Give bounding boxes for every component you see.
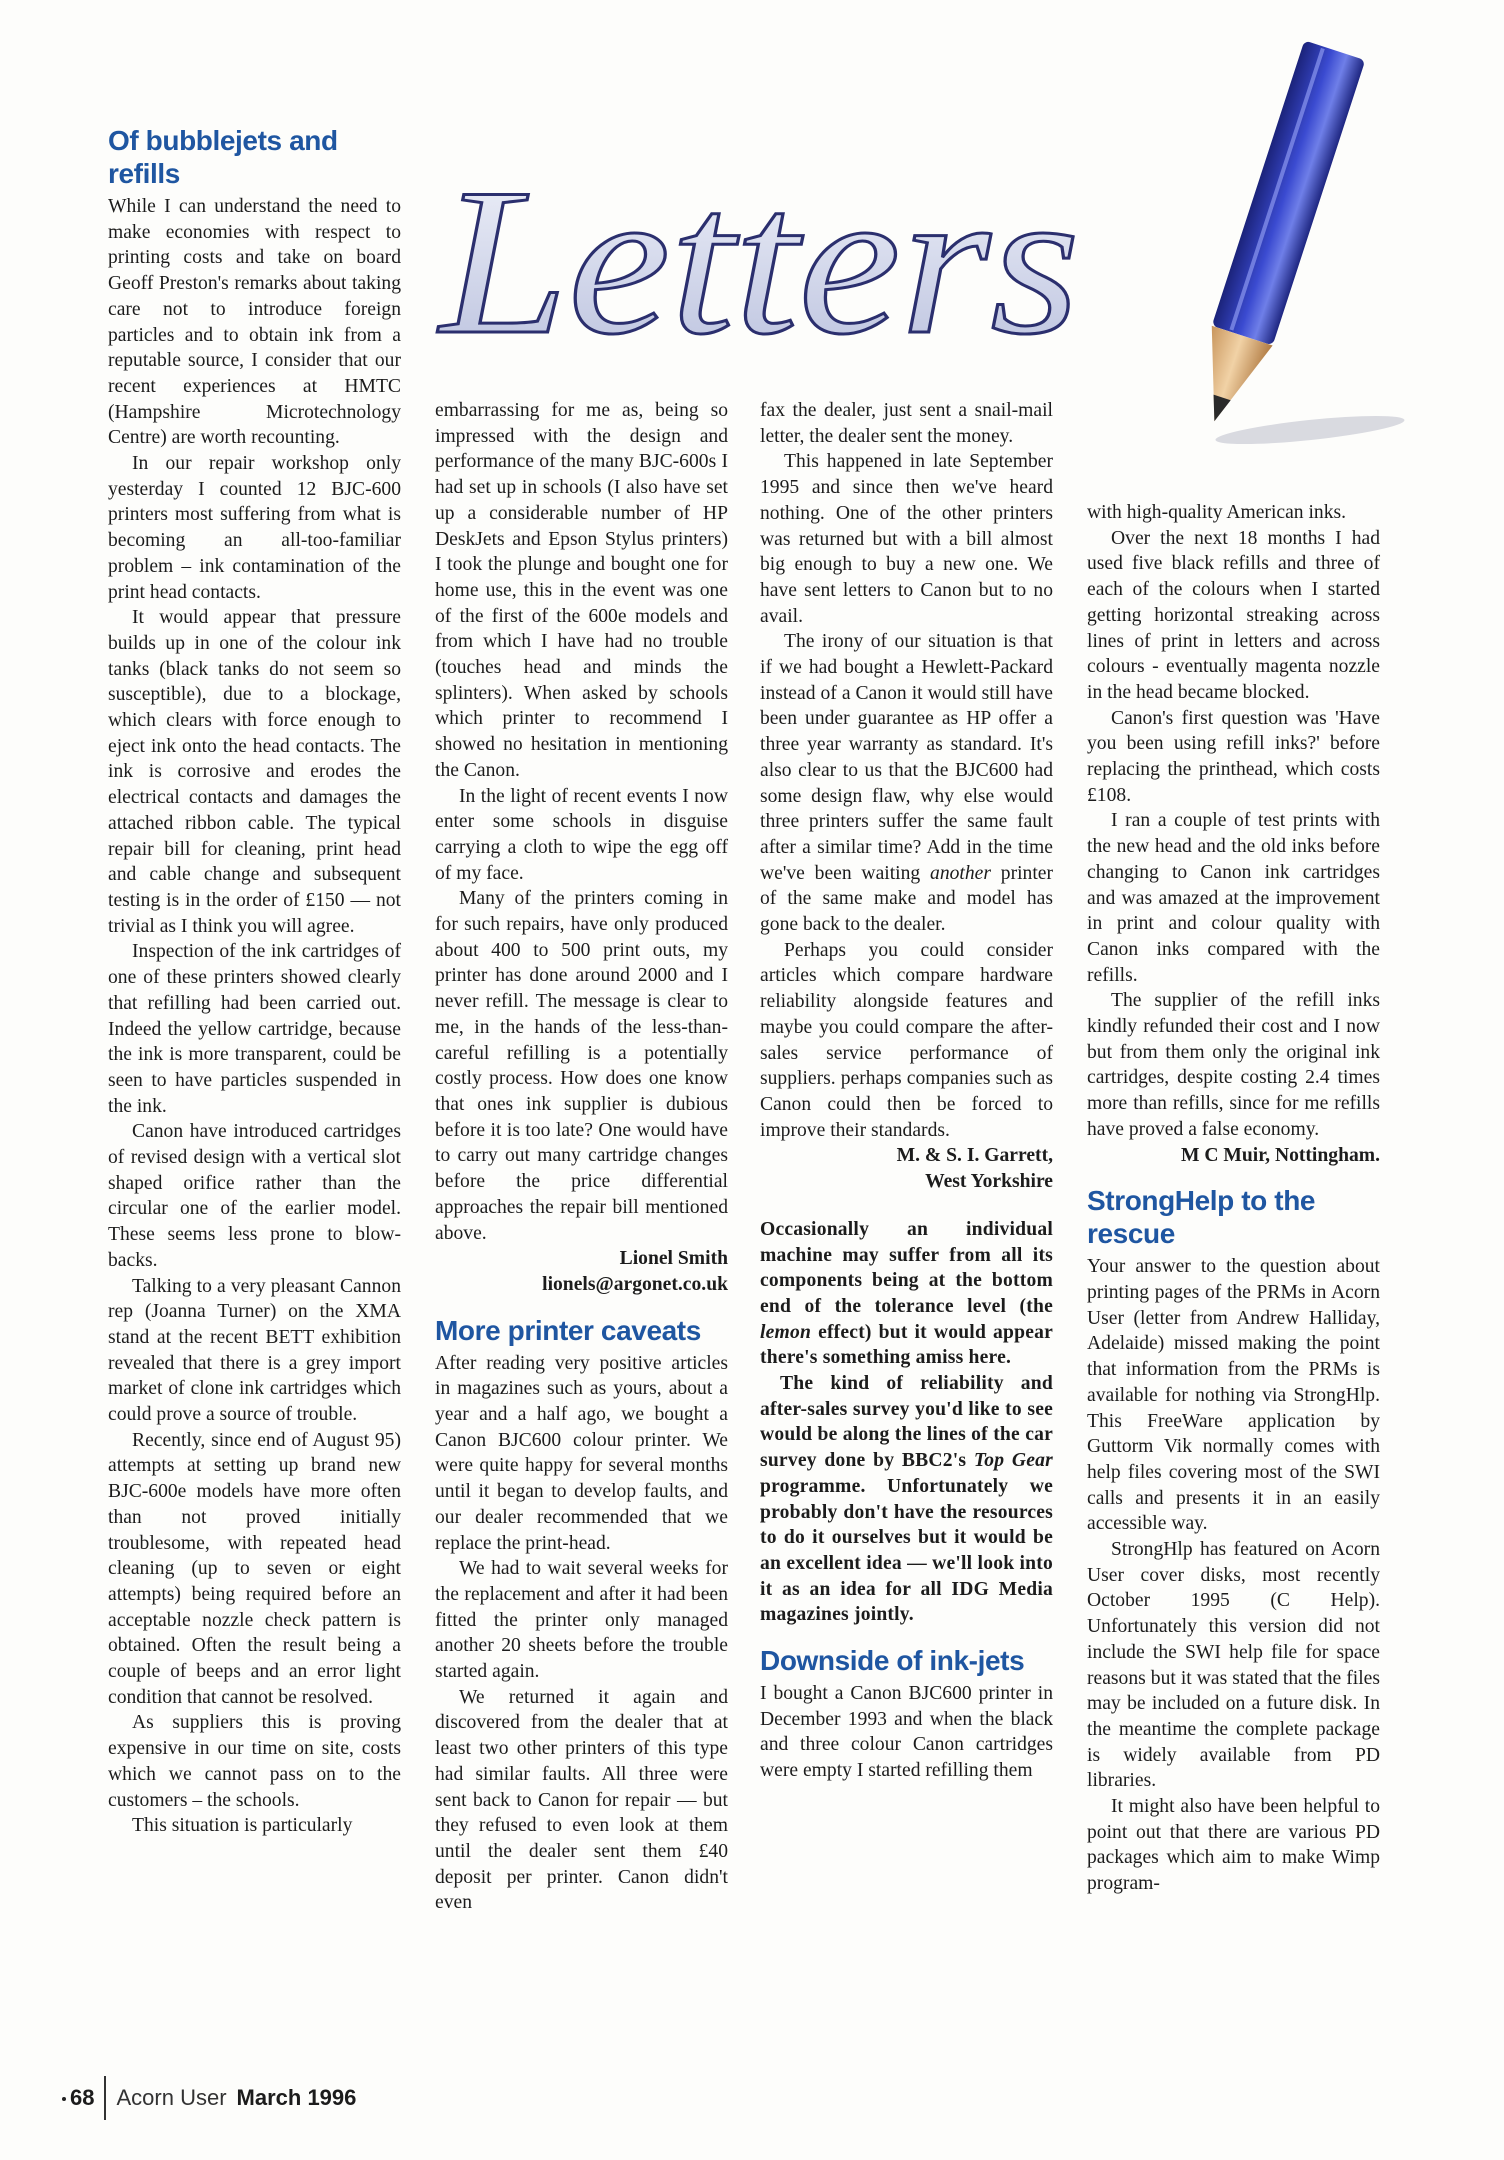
- signature-place: West Yorkshire: [925, 1171, 1053, 1193]
- paragraph: I ran a couple of test prints with the new head and the old inks before changing to Canon ink cartridges and was amazed at the improvement in print and colour quality with Canon inks compared with the refills.: [1087, 810, 1380, 986]
- signature-garrett: [760, 1143, 1053, 1194]
- column-2: [435, 398, 728, 1916]
- editor-reply: [760, 1371, 1053, 1628]
- heading-downside-inkjets: Downside of ink-jets: [760, 1645, 1025, 1677]
- signature-email: lionels@argonet.co.uk: [542, 1273, 728, 1295]
- pencil-illustration: [1120, 20, 1420, 480]
- paragraph: StrongHlp has featured on Acorn User cover disks, most recently October 1995 (C Help). Unfortunately this version did not include the SWI help file for space reasons but it was stated that the files may be included on a future disk. In the meantime the complete package is widely available from PD libraries.: [1087, 1539, 1380, 1792]
- editor-reply: [760, 1217, 1053, 1371]
- column-3: [760, 398, 1053, 1784]
- paragraph: with high-quality American inks.: [1087, 502, 1347, 523]
- signature-name: Lionel Smith: [619, 1248, 728, 1270]
- page-number: 68: [70, 2084, 95, 2110]
- text-run: programme. Unfortunately we probably don't have the resources to do it ourselves but it would be an excellent idea — we'll look into it as an idea for all IDG Media magazines jointly.: [760, 1475, 1053, 1626]
- italic-run: Top Gear: [973, 1450, 1053, 1472]
- column-1: [108, 124, 401, 1839]
- letters-title: [430, 150, 1090, 380]
- paragraph: Canon have introduced cartridges of revised design with a vertical slot shaped orifice rather than the circular one of the earlier model. These seems less prone to blow-backs.: [108, 1121, 401, 1271]
- text-run: The irony of our situation is that if we had bought a Hewlett-Packard instead of a Canon it would still have been under guarantee as HP offer a three year warranty as standard. It's also clear to us that the BJC600 had some design flaw, why else would three printers suffer the same fault after a similar time? Add in the time we've been waiting: [760, 631, 1053, 884]
- signature-name: M. & S. I. Garrett,: [896, 1145, 1053, 1167]
- paragraph: We returned it again and discovered from the dealer that at least two other printers of this type had similar faults. All three were sent back to Canon for repair — but they refused to even look at them until the dealer sent them £40 deposit per printer. Canon didn't even: [435, 1686, 728, 1914]
- paragraph: The supplier of the refill inks kindly refunded their cost and I now but from them only the original ink cartridges, despite costing 2.4 times more than refills, since for me refills have proved a false economy.: [1087, 990, 1380, 1140]
- paragraph: Many of the printers coming in for such repairs, have only produced about 400 to 500 print outs, my printer has done around 2000 and I never refill. The message is clear to me, in the hands of the less-than-careful refilling is a potentially costly process. How does one know that ones ink supplier is dubious before it is too late? One would have to carry out many cartridge changes before the price differential approaches the repair bill mentioned above.: [435, 888, 728, 1244]
- paragraph: Over the next 18 months I had used five black refills and three of each of the colours when I started getting horizontal streaking across lines of print in letters and across colours - eventually magenta nozzle in the head became blocked.: [1087, 527, 1380, 703]
- text-run: Occasionally an individual machine may suffer from all its components being at the bottom end of the tolerance level (the: [760, 1218, 1053, 1317]
- paragraph: It might also have been helpful to point out that there are various PD packages which aim to make Wimp program-: [1087, 1796, 1380, 1895]
- text-run: effect) but it would appear there's something amiss here.: [760, 1321, 1053, 1369]
- paragraph: embarrassing for me as, being so impressed with the design and performance of the many BJC-600s I had set up in schools (I also have set up a considerable number of HP DeskJets and Epson Stylus printers) I took the plunge and bought one for home use, this in the event was one of the first of the 600e models and from which I have had no trouble (touches head and minds the splinters). When asked by schools which printer to recommend I showed no hesitation in mentioning the Canon.: [435, 400, 728, 781]
- paragraph: This happened in late September 1995 and since then we've heard nothing. One of the other printers was returned but with a bill almost big enough to buy a new one. We have sent letters to Canon but to no avail.: [760, 451, 1053, 627]
- signature-muir: M C Muir, Nottingham.: [1180, 1144, 1380, 1166]
- text-run: printer of the same make and model has gone back to the dealer.: [760, 862, 1053, 936]
- paragraph: I bought a Canon BJC600 printer in December 1993 and when the black and three colour Canon cartridges were empty I started refilling them: [760, 1683, 1053, 1782]
- footer-divider: [104, 2076, 106, 2120]
- italic-run: lemon: [760, 1321, 812, 1343]
- issue-date: March 1996: [236, 2084, 357, 2110]
- text-run: The kind of reliability and after-sales survey you'd like to see would be along the lines of the car survey done by BBC2's: [760, 1373, 1053, 1472]
- paragraph: [760, 629, 1053, 937]
- italic-run: another: [930, 862, 991, 884]
- paragraph: We had to wait several weeks for the replacement and after it had been fitted the printer only managed another 20 sheets before the trouble started again.: [435, 1558, 728, 1683]
- title-text: Letters: [436, 150, 1080, 378]
- paragraph: fax the dealer, just sent a snail-mail letter, the dealer sent the money.: [760, 400, 1053, 447]
- paragraph: Perhaps you could consider articles which compare hardware reliability alongside features and maybe you could compare the after-sales service performance of suppliers. perhaps companies such as Canon could then be forced to improve their standards.: [760, 939, 1053, 1141]
- heading-stronghelp: StrongHelp to the rescue: [1087, 1185, 1316, 1250]
- paragraph: Canon's first question was 'Have you been using refill inks?' before replacing the printhead, which costs £108.: [1087, 707, 1380, 806]
- publication-name: Acorn User: [116, 2084, 227, 2110]
- footer-dot: [62, 2097, 66, 2101]
- paragraph: Your answer to the question about printing pages of the PRMs in Acorn User (letter from Andrew Halliday, Adelaide) missed making the point that information from the PRMs is available for nothing via StrongHlp. This FreeWare application by Guttorm Vik normally comes with help files covering most of the SWI calls and presents it in an easily accessible way.: [1087, 1256, 1380, 1535]
- heading-printer-caveats: More printer caveats: [435, 1314, 701, 1346]
- paragraph: After reading very positive articles in magazines such as yours, about a year and a half ago, we bought a Canon BJC600 colour printer. We were quite happy for several months until it began to develop faults, and our dealer recommended that we replace the print-head.: [435, 1352, 728, 1554]
- paragraph: In our repair workshop only yesterday I counted 12 BJC-600 printers most suffering from what is becoming an all-too-familiar problem – ink contamination of the print head contacts.: [108, 453, 401, 603]
- signature-lionel-smith: [435, 1246, 728, 1297]
- paragraph: Recently, since end of August 95) attempts at setting up brand new BJC-600e models have more often than not proved initially troublesome, with repeated head cleaning (up to seven or eight attempts) being required before an acceptable nozzle check pattern is obtained. Often the result being a couple of beeps and an error light condition that cannot be resolved.: [108, 1429, 401, 1708]
- paragraph: In the light of recent events I now enter some schools in disguise carrying a cloth to wipe the egg off of my face.: [435, 785, 728, 884]
- paragraph: While I can understand the need to make economies with respect to printing costs and take on board Geoff Preston's remarks about taking care not to introduce foreign particles and to obtain ink from a reputable source, I consider that our recent experiences at HMTC (Hampshire Microtechnology Centre) are worth recounting.: [108, 196, 401, 449]
- letters-title-graphic: [430, 150, 1090, 380]
- pencil-icon: [1120, 20, 1420, 480]
- heading-bubblejets: Of bubblejets and refills: [108, 125, 338, 189]
- paragraph: Talking to a very pleasant Cannon rep (Joanna Turner) on the XMA stand at the recent BETT exhibition revealed that there is a grey import market of clone ink cartridges which could prove a source of trouble.: [108, 1275, 401, 1426]
- paragraph: As suppliers this is proving expensive in our time on site, costs which we cannot pass on to the customers – the schools.: [108, 1712, 401, 1811]
- column-4: [1087, 500, 1380, 1897]
- paragraph: It would appear that pressure builds up in one of the colour ink tanks (black tanks do not seem so susceptible), due to a blockage, which clears with force enough to eject ink onto the head contacts. The ink is corrosive and erodes the electrical contacts and damages the attached ribbon cable. The typical repair bill for cleaning, print head and cable change and subsequent testing is in the order of £150 — not trivial as I think you will agree.: [108, 607, 401, 937]
- paragraph: Inspection of the ink cartridges of one of these printers showed clearly that refilling had been carried out. Indeed the yellow cartridge, because the ink is more transparent, could be seen to have particles suspended in the ink.: [108, 941, 401, 1117]
- page-footer: [70, 2075, 356, 2120]
- paragraph: This situation is particularly: [132, 1815, 353, 1837]
